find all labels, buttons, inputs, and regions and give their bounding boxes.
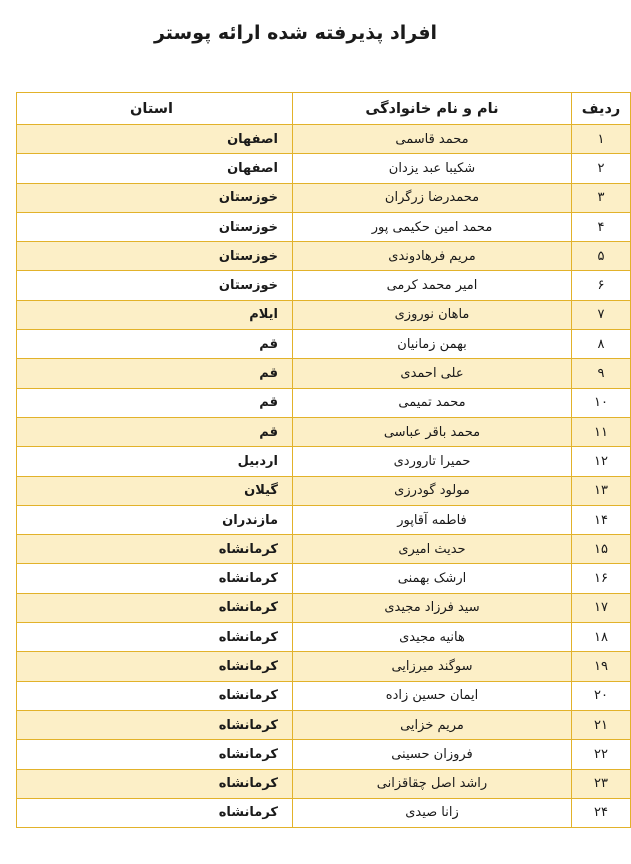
row-number-cell: ۱۳	[572, 476, 631, 505]
header-row	[17, 93, 631, 125]
province-cell: کرمانشاه	[17, 710, 293, 739]
row-number-cell: ۹	[572, 359, 631, 388]
row-number-cell: ۳	[572, 183, 631, 212]
province-cell: قم	[17, 417, 293, 446]
table-row	[17, 740, 631, 769]
header-province: استان	[17, 93, 293, 125]
province-cell: کرمانشاه	[17, 740, 293, 769]
table-row	[17, 710, 631, 739]
full-name-cell: سوگند میرزایی	[293, 652, 572, 681]
row-number-cell: ۸	[572, 330, 631, 359]
province-cell: کرمانشاه	[17, 681, 293, 710]
full-name-cell: مریم فرهادوندی	[293, 242, 572, 271]
full-name-cell: ماهان نوروزی	[293, 300, 572, 329]
table-body	[17, 125, 631, 828]
province-cell: مازندران	[17, 505, 293, 534]
row-number-cell: ۱۶	[572, 564, 631, 593]
row-number-cell: ۲۰	[572, 681, 631, 710]
table-row	[17, 242, 631, 271]
table-header	[17, 93, 631, 125]
province-cell: قم	[17, 359, 293, 388]
table-row	[17, 535, 631, 564]
province-cell: قم	[17, 388, 293, 417]
full-name-cell: محمد امین حکیمی پور	[293, 212, 572, 241]
province-cell: خوزستان	[17, 212, 293, 241]
province-cell: اصفهان	[17, 154, 293, 183]
row-number-cell: ۴	[572, 212, 631, 241]
table-row	[17, 798, 631, 827]
table-row	[17, 769, 631, 798]
full-name-cell: بهمن زمانیان	[293, 330, 572, 359]
row-number-cell: ۲۴	[572, 798, 631, 827]
province-cell: کرمانشاه	[17, 593, 293, 622]
table-row	[17, 359, 631, 388]
full-name-cell: شکیبا عبد یزدان	[293, 154, 572, 183]
full-name-cell: فاطمه آقاپور	[293, 505, 572, 534]
table-row	[17, 476, 631, 505]
full-name-cell: ارشک بهمنی	[293, 564, 572, 593]
row-number-cell: ۲۱	[572, 710, 631, 739]
row-number-cell: ۱	[572, 125, 631, 154]
province-cell: کرمانشاه	[17, 564, 293, 593]
province-cell: قم	[17, 330, 293, 359]
row-number-cell: ۱۰	[572, 388, 631, 417]
full-name-cell: سید فرزاد مجیدی	[293, 593, 572, 622]
row-number-cell: ۲۲	[572, 740, 631, 769]
table-row	[17, 212, 631, 241]
header-full-name: نام و نام خانوادگی	[293, 93, 572, 125]
table-row	[17, 154, 631, 183]
full-name-cell: فروزان حسینی	[293, 740, 572, 769]
header-row-number: ردیف	[572, 93, 631, 125]
row-number-cell: ۱۲	[572, 447, 631, 476]
table-row	[17, 564, 631, 593]
full-name-cell: ایمان حسین زاده	[293, 681, 572, 710]
full-name-cell: محمد تمیمی	[293, 388, 572, 417]
table-row	[17, 505, 631, 534]
table-row	[17, 300, 631, 329]
row-number-cell: ۶	[572, 271, 631, 300]
full-name-cell: محمدرضا زرگران	[293, 183, 572, 212]
table-row	[17, 652, 631, 681]
table-row	[17, 388, 631, 417]
province-cell: کرمانشاه	[17, 798, 293, 827]
table-row	[17, 417, 631, 446]
table-row	[17, 330, 631, 359]
full-name-cell: هانیه مجیدی	[293, 623, 572, 652]
province-cell: کرمانشاه	[17, 535, 293, 564]
province-cell: کرمانشاه	[17, 652, 293, 681]
full-name-cell: حمیرا تاروردی	[293, 447, 572, 476]
province-cell: کرمانشاه	[17, 769, 293, 798]
row-number-cell: ۱۸	[572, 623, 631, 652]
row-number-cell: ۵	[572, 242, 631, 271]
table-row	[17, 447, 631, 476]
row-number-cell: ۲۳	[572, 769, 631, 798]
full-name-cell: مولود گودرزی	[293, 476, 572, 505]
province-cell: خوزستان	[17, 242, 293, 271]
table-row	[17, 681, 631, 710]
full-name-cell: راشد اصل چقاقزانی	[293, 769, 572, 798]
table-row	[17, 125, 631, 154]
province-cell: اردبیل	[17, 447, 293, 476]
row-number-cell: ۱۹	[572, 652, 631, 681]
full-name-cell: محمد قاسمی	[293, 125, 572, 154]
province-cell: کرمانشاه	[17, 623, 293, 652]
full-name-cell: امیر محمد کرمی	[293, 271, 572, 300]
row-number-cell: ۱۵	[572, 535, 631, 564]
accepted-poster-table	[16, 92, 631, 828]
table-row	[17, 271, 631, 300]
row-number-cell: ۱۴	[572, 505, 631, 534]
row-number-cell: ۱۷	[572, 593, 631, 622]
row-number-cell: ۱۱	[572, 417, 631, 446]
full-name-cell: علی احمدی	[293, 359, 572, 388]
row-number-cell: ۷	[572, 300, 631, 329]
province-cell: خوزستان	[17, 183, 293, 212]
table-row	[17, 183, 631, 212]
full-name-cell: محمد باقر عباسی	[293, 417, 572, 446]
table-row	[17, 593, 631, 622]
full-name-cell: حدیث امیری	[293, 535, 572, 564]
row-number-cell: ۲	[572, 154, 631, 183]
table-row	[17, 623, 631, 652]
province-cell: گیلان	[17, 476, 293, 505]
province-cell: خوزستان	[17, 271, 293, 300]
full-name-cell: زانا صیدی	[293, 798, 572, 827]
province-cell: ایلام	[17, 300, 293, 329]
page-title: افراد پذیرفته شده ارائه پوستر	[153, 22, 438, 44]
full-name-cell: مریم خزایی	[293, 710, 572, 739]
province-cell: اصفهان	[17, 125, 293, 154]
